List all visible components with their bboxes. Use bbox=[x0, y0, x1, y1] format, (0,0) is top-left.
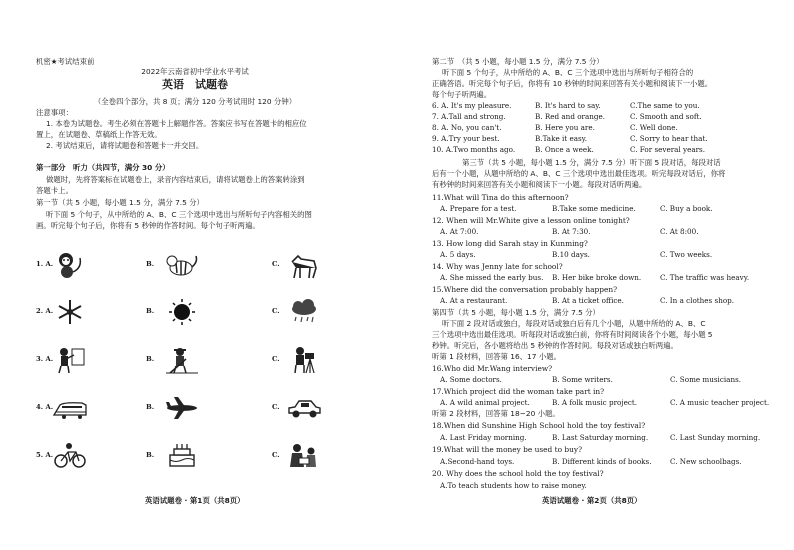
notes-heading: 注意事项： bbox=[36, 108, 73, 117]
picture-option-label: C. bbox=[272, 307, 280, 315]
cake-icon bbox=[164, 441, 200, 471]
section2-line2: 正确答语。听完每个句子后，你将有 10 秒钟的时间来回答有关小题和阅读下一小题。 bbox=[432, 79, 713, 88]
q12-option-c: C. At 8:00. bbox=[660, 227, 699, 236]
q17-option-c: C. A music teacher project. bbox=[670, 398, 770, 407]
car-icon bbox=[286, 393, 322, 423]
q13-option-c: C. Two weeks. bbox=[660, 250, 713, 259]
q9-option-a: 9. A.Try your best. bbox=[432, 134, 500, 143]
q15-option-a: A. At a restaurant. bbox=[440, 296, 508, 305]
q18-option-a: A. Last Friday morning. bbox=[440, 433, 527, 442]
part1-heading: 第一部分 听力（共四节，满分 30 分） bbox=[36, 163, 170, 172]
picture-option-label: B. bbox=[146, 260, 155, 268]
question-12: 12. When will Mr.White give a lesson online tonight? bbox=[432, 216, 630, 225]
airplane-icon bbox=[164, 393, 200, 423]
question-16: 16.Who did Mr.Wang interview? bbox=[432, 364, 553, 373]
bicycle-icon bbox=[52, 441, 88, 471]
q12-option-b: B. At 7:30. bbox=[552, 227, 591, 236]
part1-line1: 做题时，先将答案标在试题卷上，录音内容结束后，请将试题卷上的答案转涂到 bbox=[46, 175, 305, 184]
q9-option-c: C. Sorry to hear that. bbox=[630, 134, 708, 143]
q7-option-c: C. Smooth and soft. bbox=[630, 112, 702, 121]
section4-line3: 三个选项中选出最佳选项。听每段对话或独白前，你将有时间阅读各个小题，每小题 5 bbox=[432, 330, 713, 339]
q19-option-a: A.Second-hand toys. bbox=[440, 457, 515, 466]
exam-info: （全卷四个部分，共 8 页；满分 120 分考试用时 120 分钟） bbox=[93, 97, 297, 106]
q17-option-b: B. A folk music project. bbox=[552, 398, 638, 407]
section1-line1: 听下面 5 个句子，从中所给的 A、B、C 三个选项中选出与所听句子内容相关的图 bbox=[46, 210, 312, 219]
note-1b: 置上，在试题卷、草稿纸上作答无效。 bbox=[36, 130, 162, 139]
picture-option-label: B. bbox=[146, 355, 155, 363]
picture-option-label: C. bbox=[272, 355, 280, 363]
q16-option-a: A. Some doctors. bbox=[440, 375, 502, 384]
rain-cloud-icon bbox=[286, 297, 322, 327]
section4-line4: 秒钟。听完后，各小题将给出 5 秒钟的作答时间。每段对话或独白听两遍。 bbox=[432, 341, 678, 350]
farmer-icon bbox=[164, 345, 200, 375]
section4-line1: 第四节（共 5 小题，每小题 1.5 分，满分 7.5 分） bbox=[432, 308, 600, 317]
photographer-icon bbox=[286, 345, 322, 375]
q11-option-b: B.Take some medicine. bbox=[552, 204, 636, 213]
q7-option-b: B. Red and orange. bbox=[535, 112, 606, 121]
q6-option-b: B. It's hard to say. bbox=[535, 101, 601, 110]
q16-option-b: B. Some writers. bbox=[552, 375, 613, 384]
question-11: 11.What will Tina do this afternoon? bbox=[432, 193, 569, 202]
q13-option-a: A. 5 days. bbox=[440, 250, 476, 259]
section3-line2: 后有一个小题，从题中所给的 A、B、C 三个选项中选出最佳选项。听完每段对话后，你将 bbox=[432, 169, 726, 178]
sun-icon bbox=[164, 297, 200, 327]
page-2-footer: 英语试题卷 · 第2页（共8页） bbox=[542, 496, 642, 505]
note-1a: 1. 本卷为试题卷。考生必须在答题卡上解题作答。答案应书写在答题卡的相应位 bbox=[46, 119, 307, 128]
question-17: 17.Which project did the woman take part in? bbox=[432, 387, 605, 396]
q8-option-b: B. Here you are. bbox=[535, 123, 595, 132]
q16-option-c: C. Some musicians. bbox=[670, 375, 742, 384]
picture-option-label: C. bbox=[272, 260, 280, 268]
painter-icon bbox=[52, 345, 88, 375]
picture-option-label: 1. A. bbox=[36, 260, 54, 268]
reading-family-icon bbox=[286, 441, 322, 471]
q10-option-c: C. For several years. bbox=[630, 145, 706, 154]
page-2 bbox=[402, 0, 792, 550]
q14-option-a: A. She missed the early bus. bbox=[440, 273, 544, 282]
q19-option-b: B. Different kinds of books. bbox=[552, 457, 652, 466]
picture-option-label: B. bbox=[146, 403, 155, 411]
q7-option-a: 7. A.Tall and strong. bbox=[432, 112, 506, 121]
q13-option-b: B.10 days. bbox=[552, 250, 590, 259]
question-14: 14. Why was Jenny late for school? bbox=[432, 262, 563, 271]
q15-option-b: B. At a ticket office. bbox=[552, 296, 624, 305]
q11-option-c: C. Buy a book. bbox=[660, 204, 713, 213]
question-18: 18.When did Sunshine High School hold the toy festival? bbox=[432, 421, 646, 430]
question-19: 19.What will the money be used to buy? bbox=[432, 445, 583, 454]
section1-heading: 第一节（共 5 小题，每小题 1.5 分，满分 7.5 分） bbox=[36, 198, 204, 207]
section1-line2: 画。听完每个句子后，你将有 5 秒钟的作答时间。每个句子听两遍。 bbox=[36, 221, 260, 230]
q18-option-b: B. Last Saturday morning. bbox=[552, 433, 649, 442]
part1-line2: 答题卡上。 bbox=[36, 186, 73, 195]
picture-option-label: 3. A. bbox=[36, 355, 54, 363]
picture-option-label: C. bbox=[272, 403, 280, 411]
section3-line3: 有秒钟的时间来回答有关小题和阅读下一小题。每段对话听两遍。 bbox=[432, 180, 647, 189]
section4-line2: 听下面 2 段对话或独白，每段对话或独白后有几个小题，从题中所给的 A、B、C bbox=[442, 319, 706, 328]
listen-material-1: 听第 1 段材料，回答第 16、17 小题。 bbox=[432, 352, 561, 361]
section2-line3: 每个句子听两遍。 bbox=[432, 90, 492, 99]
q8-option-a: 8. A. No, you can't. bbox=[432, 123, 502, 132]
note-2: 2. 考试结束后，请将试题卷和答题卡一并交回。 bbox=[46, 141, 204, 150]
q9-option-b: B.Take it easy. bbox=[535, 134, 588, 143]
page-1 bbox=[0, 0, 390, 550]
exam-title: 2022年云南省初中学业水平考试 bbox=[141, 67, 249, 76]
picture-option-label: B. bbox=[146, 307, 155, 315]
subject-title: 英语 试题卷 bbox=[162, 78, 228, 91]
q17-option-a: A. A wild animal project. bbox=[440, 398, 530, 407]
horse-icon bbox=[286, 250, 322, 280]
question-13: 13. How long did Sarah stay in Kunming? bbox=[432, 239, 588, 248]
snowflake-icon bbox=[52, 297, 88, 327]
q11-option-a: A. Prepare for a test. bbox=[440, 204, 517, 213]
monkey-icon bbox=[52, 250, 88, 280]
tiger-icon bbox=[164, 250, 200, 280]
picture-option-label: 2. A. bbox=[36, 307, 54, 315]
q10-option-b: B. Once a week. bbox=[535, 145, 594, 154]
section2-heading: 第二节 （共 5 小题，每小题 1.5 分，满分 7.5 分） bbox=[432, 57, 604, 66]
q19-option-c: C. New schoolbags. bbox=[670, 457, 742, 466]
page-1-footer: 英语试题卷 · 第1页（共8页） bbox=[145, 496, 245, 505]
q8-option-c: C. Well done. bbox=[630, 123, 678, 132]
picture-option-label: 5. A. bbox=[36, 451, 54, 459]
q10-option-a: 10. A.Two months ago. bbox=[432, 145, 516, 154]
q6-option-a: 6. A. It's my pleasure. bbox=[432, 101, 512, 110]
q18-option-c: C. Last Sunday morning. bbox=[670, 433, 761, 442]
listen-material-2: 听第 2 段材料，回答第 18~20 小题。 bbox=[432, 409, 560, 418]
q15-option-c: C. In a clothes shop. bbox=[660, 296, 735, 305]
q6-option-c: C.The same to you. bbox=[630, 101, 700, 110]
section3-line1: 第三节（共 5 小题，每小题 1.5 分，满分 7.5 分）听下面 5 段对话，每段对话 bbox=[462, 158, 721, 167]
q14-option-c: C. The traffic was heavy. bbox=[660, 273, 750, 282]
train-icon bbox=[52, 393, 88, 423]
section2-line1: 听下面 5 个句子，从中所给的 A、B、C 三个选项中选出与所听句子相符合的 bbox=[442, 68, 694, 77]
q12-option-a: A. At 7:00. bbox=[440, 227, 479, 236]
q20-option-a: A.To teach students how to raise money. bbox=[440, 481, 587, 490]
picture-option-label: 4. A. bbox=[36, 403, 54, 411]
picture-option-label: C. bbox=[272, 451, 280, 459]
q14-option-b: B. Her bike broke down. bbox=[552, 273, 642, 282]
question-15: 15.Where did the conversation probably happen? bbox=[432, 285, 618, 294]
picture-option-label: B. bbox=[146, 451, 155, 459]
confidential-label: 机密★考试结束前 bbox=[36, 57, 95, 66]
question-20: 20. Why does the school hold the toy festival? bbox=[432, 469, 604, 478]
